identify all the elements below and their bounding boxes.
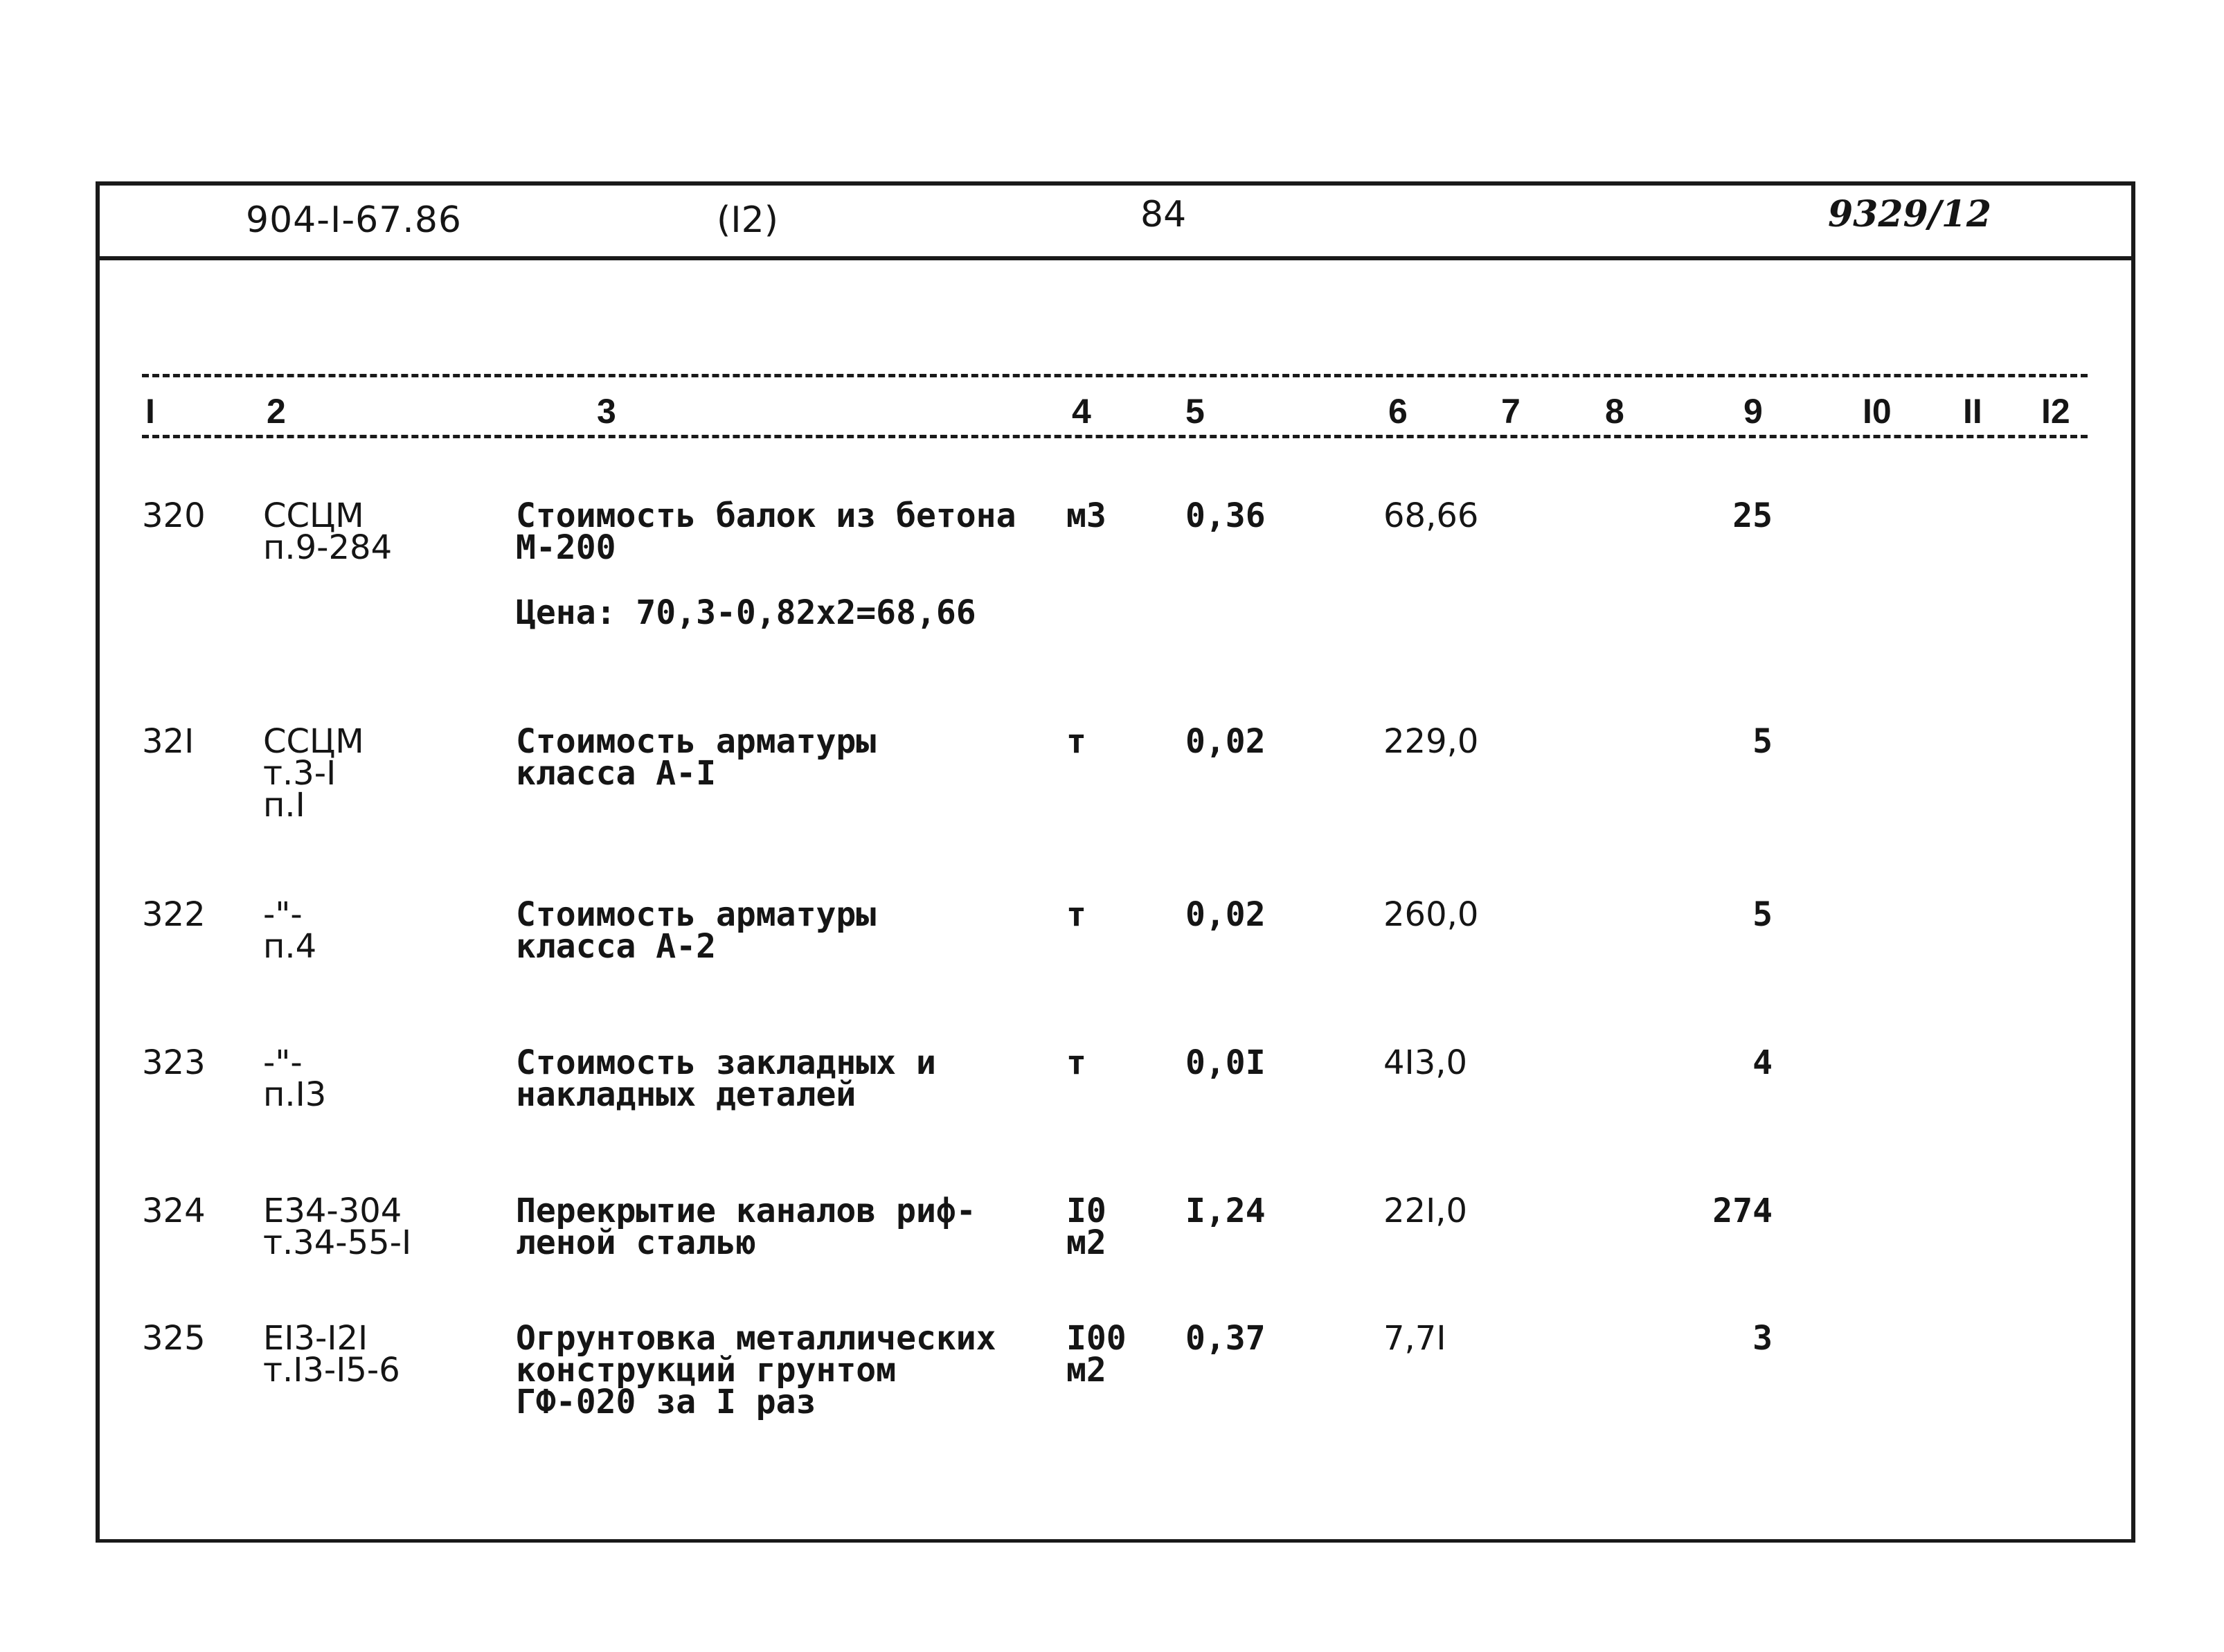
work-description — [516, 895, 877, 966]
work-description — [516, 1192, 976, 1262]
unit-price: 7,7I — [1383, 1319, 1446, 1358]
price-reference-line: -"- — [263, 1043, 303, 1082]
document-code: 904-I-67.86 — [246, 199, 462, 241]
work-description-line: конструкций грунтом — [516, 1351, 897, 1390]
price-reference — [263, 722, 364, 825]
unit — [1066, 895, 1086, 934]
column-number-9: 9 — [1743, 392, 1763, 431]
unit-line: I0 — [1066, 1192, 1106, 1230]
work-description — [516, 722, 877, 793]
unit-price: 4I3,0 — [1383, 1043, 1468, 1082]
price-reference-line: п.I — [263, 786, 305, 825]
work-description-line: класса А-2 — [516, 927, 716, 966]
column-number-12: I2 — [2041, 392, 2070, 431]
price-reference-line: ЕI3-I2I — [263, 1319, 368, 1358]
unit-line: т — [1066, 1043, 1086, 1082]
column-number-5: 5 — [1185, 392, 1205, 431]
item-number: 323 — [142, 1043, 206, 1082]
table-header-top-rule — [142, 374, 2088, 377]
table-header-bottom-rule — [142, 435, 2088, 438]
price-reference-line: ССЦМ — [263, 496, 364, 535]
work-description-line: леной сталью — [516, 1223, 756, 1262]
unit-line: т — [1066, 722, 1086, 761]
item-number: 322 — [142, 895, 206, 934]
work-description-line: Стоимость арматуры — [516, 722, 877, 761]
unit — [1066, 496, 1106, 535]
price-reference-line: п.9-284 — [263, 528, 393, 567]
item-number: 325 — [142, 1319, 206, 1358]
column-number-3: 3 — [597, 392, 616, 431]
price-reference-line: т.3-I — [263, 754, 337, 793]
price-note: Цена: 70,3-0,82х2=68,66 — [516, 593, 976, 632]
work-description — [516, 1043, 936, 1114]
total-cost: 5 — [1752, 722, 1773, 761]
column-number-7: 7 — [1501, 392, 1521, 431]
quantity: 0,0I — [1185, 1043, 1266, 1082]
price-reference — [263, 1319, 400, 1390]
price-reference-line: ССЦМ — [263, 722, 364, 761]
work-description-line: Стоимость балок из бетона — [516, 496, 1016, 535]
unit-line: I00 — [1066, 1319, 1127, 1358]
work-description-line: М-200 — [516, 528, 616, 567]
total-cost: 5 — [1752, 895, 1773, 934]
unit — [1066, 722, 1086, 761]
total-cost: 25 — [1732, 496, 1773, 535]
quantity: 0,37 — [1185, 1319, 1266, 1358]
sheet-number: (I2) — [717, 199, 778, 241]
quantity: I,24 — [1185, 1192, 1266, 1230]
price-reference-line: п.4 — [263, 927, 317, 966]
price-reference — [263, 1043, 327, 1114]
unit-line: т — [1066, 895, 1086, 934]
column-number-1: I — [145, 392, 155, 431]
price-reference-line: т.I3-I5-6 — [263, 1351, 400, 1390]
price-reference-line: Е34-304 — [263, 1192, 402, 1230]
total-cost: 274 — [1712, 1192, 1773, 1230]
quantity: 0,36 — [1185, 496, 1266, 535]
page-number: 84 — [1140, 194, 1187, 235]
total-cost: 3 — [1752, 1319, 1773, 1358]
price-reference-line: т.34-55-I — [263, 1223, 412, 1262]
price-reference — [263, 895, 317, 966]
work-description-line: класса А-I — [516, 754, 716, 793]
unit-price: 22I,0 — [1383, 1192, 1468, 1230]
work-description-line: Стоимость закладных и — [516, 1043, 936, 1082]
unit-line: м3 — [1066, 496, 1106, 535]
unit-price: 229,0 — [1383, 722, 1479, 761]
item-number: 320 — [142, 496, 206, 535]
work-description-line: Перекрытие каналов риф- — [516, 1192, 976, 1230]
column-number-4: 4 — [1072, 392, 1091, 431]
unit-price: 260,0 — [1383, 895, 1479, 934]
column-number-8: 8 — [1605, 392, 1624, 431]
header-rule — [100, 256, 2135, 260]
item-number: 32I — [142, 722, 195, 761]
total-cost: 4 — [1752, 1043, 1773, 1082]
price-reference-line: -"- — [263, 895, 303, 934]
unit — [1066, 1043, 1086, 1082]
unit — [1066, 1319, 1127, 1390]
work-description-line: Огрунтовка металлических — [516, 1319, 996, 1358]
inventory-number: 9329/12 — [1828, 193, 1992, 235]
unit-line: м2 — [1066, 1223, 1106, 1262]
quantity: 0,02 — [1185, 895, 1266, 934]
unit — [1066, 1192, 1106, 1262]
price-reference-line: п.I3 — [263, 1075, 327, 1114]
item-number: 324 — [142, 1192, 206, 1230]
column-number-10: I0 — [1863, 392, 1892, 431]
unit-line: м2 — [1066, 1351, 1106, 1390]
column-number-11: II — [1963, 392, 1982, 431]
work-description-line: ГФ-020 за I раз — [516, 1383, 816, 1421]
work-description-line: накладных деталей — [516, 1075, 857, 1114]
column-number-6: 6 — [1388, 392, 1408, 431]
quantity: 0,02 — [1185, 722, 1266, 761]
work-description-line: Стоимость арматуры — [516, 895, 877, 934]
unit-price: 68,66 — [1383, 496, 1479, 535]
price-reference — [263, 496, 393, 567]
price-reference — [263, 1192, 412, 1262]
work-description — [516, 1319, 996, 1421]
column-number-2: 2 — [267, 392, 286, 431]
work-description — [516, 496, 1016, 567]
